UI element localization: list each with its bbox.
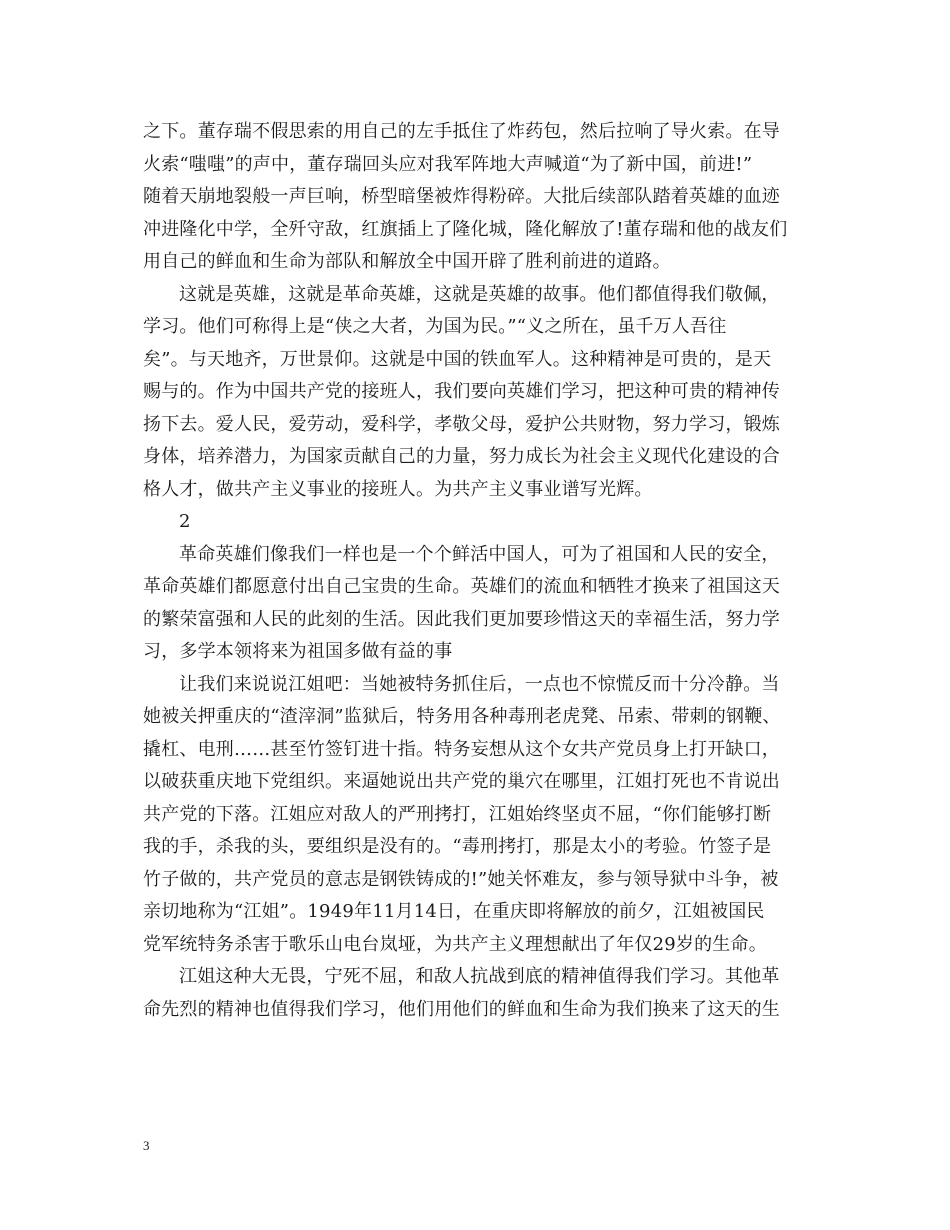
text-line: 之下。董存瑞不假思索的用自己的左手抵住了炸药包，然后拉响了导火索。在导 <box>143 121 780 142</box>
text-line: 命先烈的精神也值得我们学习，他们用他们的鲜血和生命为我们换来了这天的生 <box>143 998 780 1020</box>
text-line: 2 <box>179 511 191 532</box>
document-body <box>143 116 815 1026</box>
text-line: 这就是英雄，这就是革命英雄，这就是英雄的故事。他们都值得我们敬佩， <box>179 283 780 305</box>
text-line: 扬下去。爱人民，爱劳动，爱科学，孝敬父母，爱护公共财物，努力学习，锻炼 <box>143 413 780 435</box>
text-line: 我的手，杀我的头，要组织是没有的。“毒刑拷打，那是太小的考验。竹签子是 <box>143 836 772 857</box>
text-line: 以破获重庆地下党组织。来逼她说出共产党的巢穴在哪里，江姐打死也不肯说出 <box>143 771 780 792</box>
text-line: 矣”。与天地齐，万世景仰。这就是中国的铁血军人。这种精神是可贵的，是天 <box>143 348 772 370</box>
text-line: 学习。他们可称得上是“侠之大者，为国为民。”“义之所在，虽千万人吾往 <box>143 316 727 337</box>
text-line: 她被关押重庆的“渣滓洞”监狱后，特务用各种毒刑老虎凳、吊索、带刺的钢鞭、 <box>143 706 781 727</box>
text-line: 革命英雄们都愿意付出自己宝贵的生命。英雄们的流血和牺牲才换来了祖国这天 <box>143 576 780 597</box>
text-line: 用自己的鲜血和生命为部队和解放全中国开辟了胜利前进的道路。 <box>143 251 671 272</box>
text-line: 党军统特务杀害于歌乐山电台岚垭，为共产主义理想献出了年仅29岁的生命。 <box>143 933 767 955</box>
text-line: 的繁荣富强和人民的此刻的生活。因此我们更加要珍惜这天的幸福生活，努力学 <box>143 608 780 630</box>
text-line: 革命英雄们像我们一样也是一个个鲜活中国人，可为了祖国和人民的安全， <box>179 543 780 565</box>
text-line: 冲进隆化中学，全歼守敌，红旗插上了隆化城，隆化解放了!董存瑞和他的战友们 <box>143 218 788 240</box>
text-line: 火索“嗤嗤”的声中，董存瑞回头应对我军阵地大声喊道“为了新中国，前进!” <box>143 153 753 175</box>
text-line: 撬杠、电刑……甚至竹签钉进十指。特务妄想从这个女共产党员身上打开缺口， <box>143 738 780 760</box>
text-line: 习，多学本领将来为祖国多做有益的事 <box>143 641 453 662</box>
text-line: 赐与的。作为中国共产党的接班人，我们要向英雄们学习，把这种可贵的精神传 <box>143 381 780 402</box>
text-line: 江姐这种大无畏，宁死不屈，和敌人抗战到底的精神值得我们学习。其他革 <box>179 966 780 987</box>
text-line: 身体，培养潜力，为国家贡献自己的力量，努力成长为社会主义现代化建设的合 <box>143 446 780 467</box>
text-line: 亲切地称为“江姐”。1949年11月14日，在重庆即将解放的前夕，江姐被国民 <box>143 901 765 922</box>
text-line: 让我们来说说江姐吧：当她被特务抓住后，一点也不惊慌反而十分冷静。当 <box>179 673 780 695</box>
text-line: 格人才，做共产主义事业的接班人。为共产主义事业谱写光辉。 <box>143 478 653 500</box>
text-line: 竹子做的，共产党员的意志是钢铁铸成的!”她关怀难友，参与领导狱中斗争，被 <box>143 868 779 890</box>
text-line: 共产党的下落。江姐应对敌人的严刑拷打，江姐始终坚贞不屈，“你们能够打断 <box>143 803 772 825</box>
text-line: 随着天崩地裂般一声巨响，桥型暗堡被炸得粉碎。大批后续部队踏着英雄的血迹 <box>143 186 780 207</box>
page-number: 3 <box>143 1138 150 1153</box>
